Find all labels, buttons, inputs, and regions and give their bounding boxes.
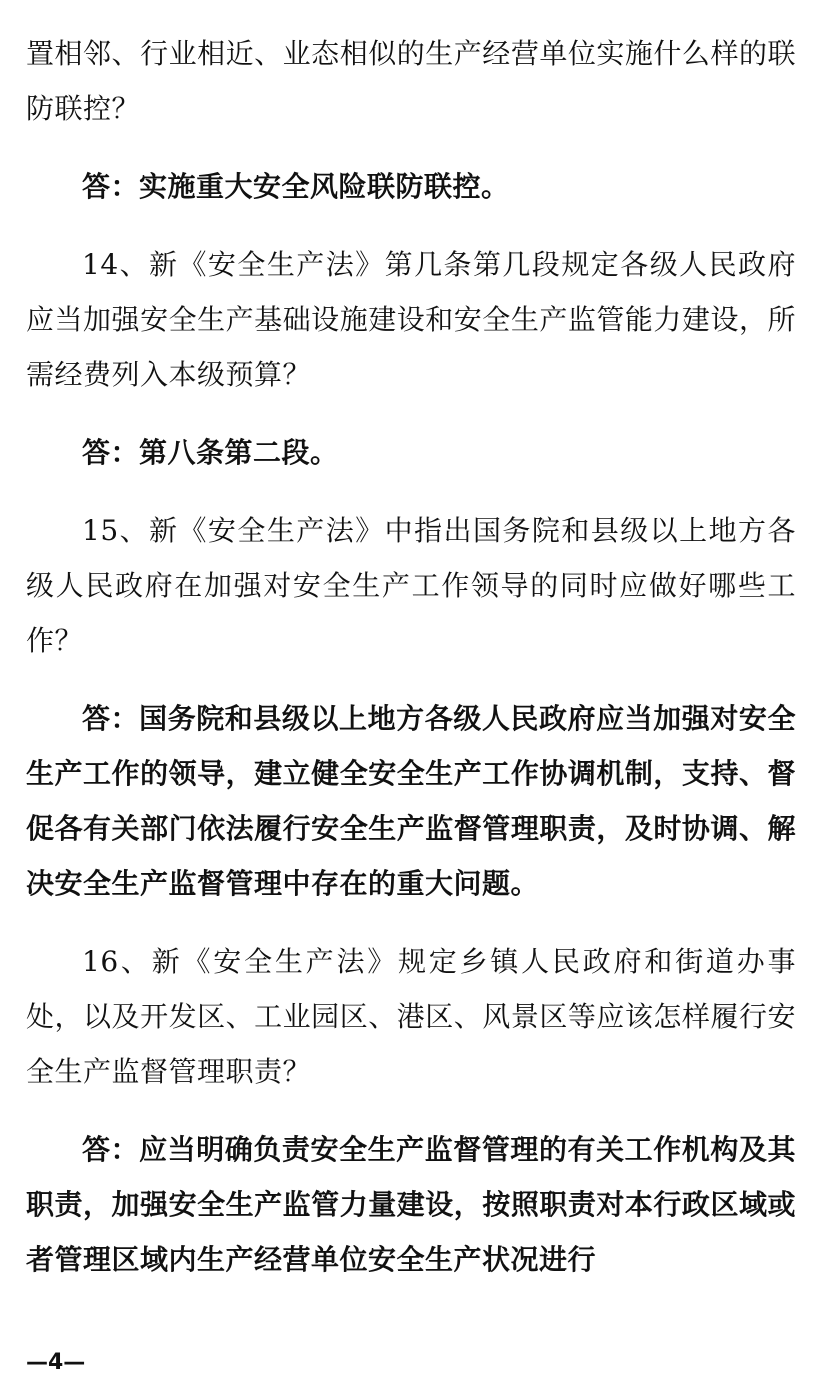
question-14: 14、新《安全生产法》第几条第几段规定各级人民政府应当加强安全生产基础设施建设和安全生产监管能力建设，所需经费列入本级预算？ [26, 248, 796, 391]
answer-14: 答：第八条第二段。 [82, 436, 339, 469]
question-15: 15、新《安全生产法》中指出国务院和县级以上地方各级人民政府在加强对安全生产工作领导的同时应做好哪些工作？ [26, 514, 796, 657]
page-number: —4— [26, 1350, 86, 1375]
answer-15: 答：国务院和县级以上地方各级人民政府应当加强对安全生产工作的领导，建立健全安全生产工作协调机制，支持、督促各有关部门依法履行安全生产监督管理职责，及时协调、解决安全生产监督管理中存在的重大问题。 [26, 702, 796, 900]
answer-13: 答：实施重大安全风险联防联控。 [82, 170, 510, 203]
document-page [26, 26, 796, 1287]
question-13-continued: 置相邻、行业相近、业态相似的生产经营单位实施什么样的联防联控？ [26, 37, 796, 125]
question-16: 16、新《安全生产法》规定乡镇人民政府和街道办事处，以及开发区、工业园区、港区、风景区等应该怎样履行安全生产监督管理职责？ [26, 945, 796, 1088]
answer-16: 答：应当明确负责安全生产监督管理的有关工作机构及其职责，加强安全生产监管力量建设，按照职责对本行政区域或者管理区域内生产经营单位安全生产状况进行 [26, 1133, 796, 1276]
